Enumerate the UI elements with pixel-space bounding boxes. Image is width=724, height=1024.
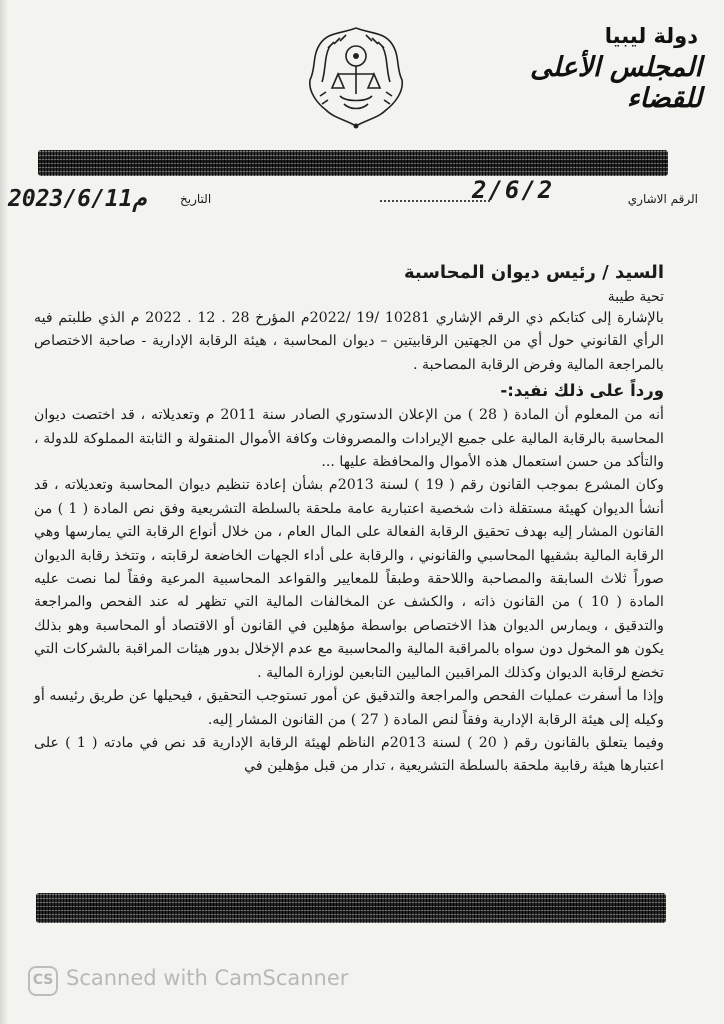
- addressee: السيد / رئيس ديوان المحاسبة: [403, 262, 664, 283]
- reference-number: 2/6/2: [472, 176, 555, 204]
- reference-label: الرقم الاشاري: [627, 192, 698, 206]
- reply-heading: ورداً على ذلك نفيد:-: [500, 381, 664, 401]
- footer-separator-band: [36, 893, 666, 923]
- page-edge-shadow: [0, 0, 8, 1024]
- header-separator-band: [38, 150, 668, 176]
- intro-paragraph: بالإشارة إلى كتابكم ذي الرقم الإشاري 10281 /19 /2022م المؤرخ 28 . 12 . 2022 م الذي طلبتم فيه الرأي القانوني حول أي من الجهتين الرقابيتين – ديوان المحاسبة ، هيئة الرقابة الإدارية - صاحبة الاختصاص بالمراجعة المالية وفرض الرقابة المصاحبة .: [34, 310, 664, 373]
- camscanner-logo-icon: CS: [28, 966, 58, 996]
- council-name: المجلس الأعلى للقضاء: [530, 52, 702, 114]
- paragraph-3: وإذا ما أسفرت عمليات الفحص والمراجعة والتدقيق عن أمور تستوجب التحقيق ، فيحيلها عن طريق رئيسه أو وكيله إلى هيئة الرقابة الإدارية وفقاً لنص المادة ( 27 ) من القانون المشار إليه.: [34, 688, 664, 728]
- date-label: التاريخ: [180, 192, 212, 206]
- camscanner-watermark: Scanned with CamScanner: [66, 966, 349, 990]
- paragraph-4: وفيما يتعلق بالقانون رقم ( 20 ) لسنة 2013م الناظم لهيئة الرقابة الإدارية قد نص في مادته ( 1 ) على اعتبارها هيئة رقابية ملحقة بالسلطة التشريعية ، تدار من قبل مؤهلين في: [34, 734, 664, 775]
- paragraph-1: أنه من المعلوم أن المادة ( 28 ) من الإعلان الدستوري الصادر سنة 2011 م وتعديلاته ، قد اختصت ديوان المحاسبة بالرقابة المالية على جميع الإيرادات والمصروفات وكافة الأموال المنقولة و الثابتة المملوكة للدولة ، والتأكد من حسن استعمال هذه الأموال والمحافظة عليها ...: [34, 407, 665, 471]
- greeting: تحية طيبة: [607, 289, 664, 305]
- judiciary-emblem-icon: [300, 22, 412, 134]
- letter-date: 2023/6/11م: [8, 186, 147, 212]
- letter-body: [34, 262, 664, 779]
- paragraph-2: وكان المشرع بموجب القانون رقم ( 19 ) لسنة 2013م بشأن إعادة تنظيم ديوان المحاسبة وتعديلاته ، قد أنشأ الديوان كهيئة مستقلة ذات شخصية اعتبارية عامة ملحقة بالسلطة التشريعية وفق نص المادة ( 1 ) من القانون المشار إليه بهدف تحقيق الرقابة الفعالة على المال العام ، من خلال أنواع الرقابة التي يمارسها وهي الرقابة المالية بشقيها المحاسبي والقانوني ، والرقابة على أداء الجهات الخاضعة لرقابته ، وتتخذ رقابة الديوان صوراً ثلاث السابقة والمصاحبة واللاحقة وطبقاً للمعايير والقواعد المحاسبية المرعية وفقاً لما نصت عليه المادة ( 10 ) من القانون ذاته ، والكشف عن المخالفات المالية التي تظهر له عند الفحص والمراجعة والتدقيق ، ويمارس الديوان هذا الاختصاص بواسطة مؤهلين في القانون أو الاقتصاد أو المحاسبة وهو بذلك يكون هو المخول دون سواه بالمراقبة المالية والمحاسبية مع عدم الإخلال بدور هيئات المراقبة بالشركات التي تخضع لرقابة الديوان وكذلك المراقبين الماليين التابعين لوزارة المالية .: [34, 477, 664, 681]
- state-name: دولة ليبيا: [604, 24, 698, 48]
- reference-dotted-line: [380, 200, 490, 202]
